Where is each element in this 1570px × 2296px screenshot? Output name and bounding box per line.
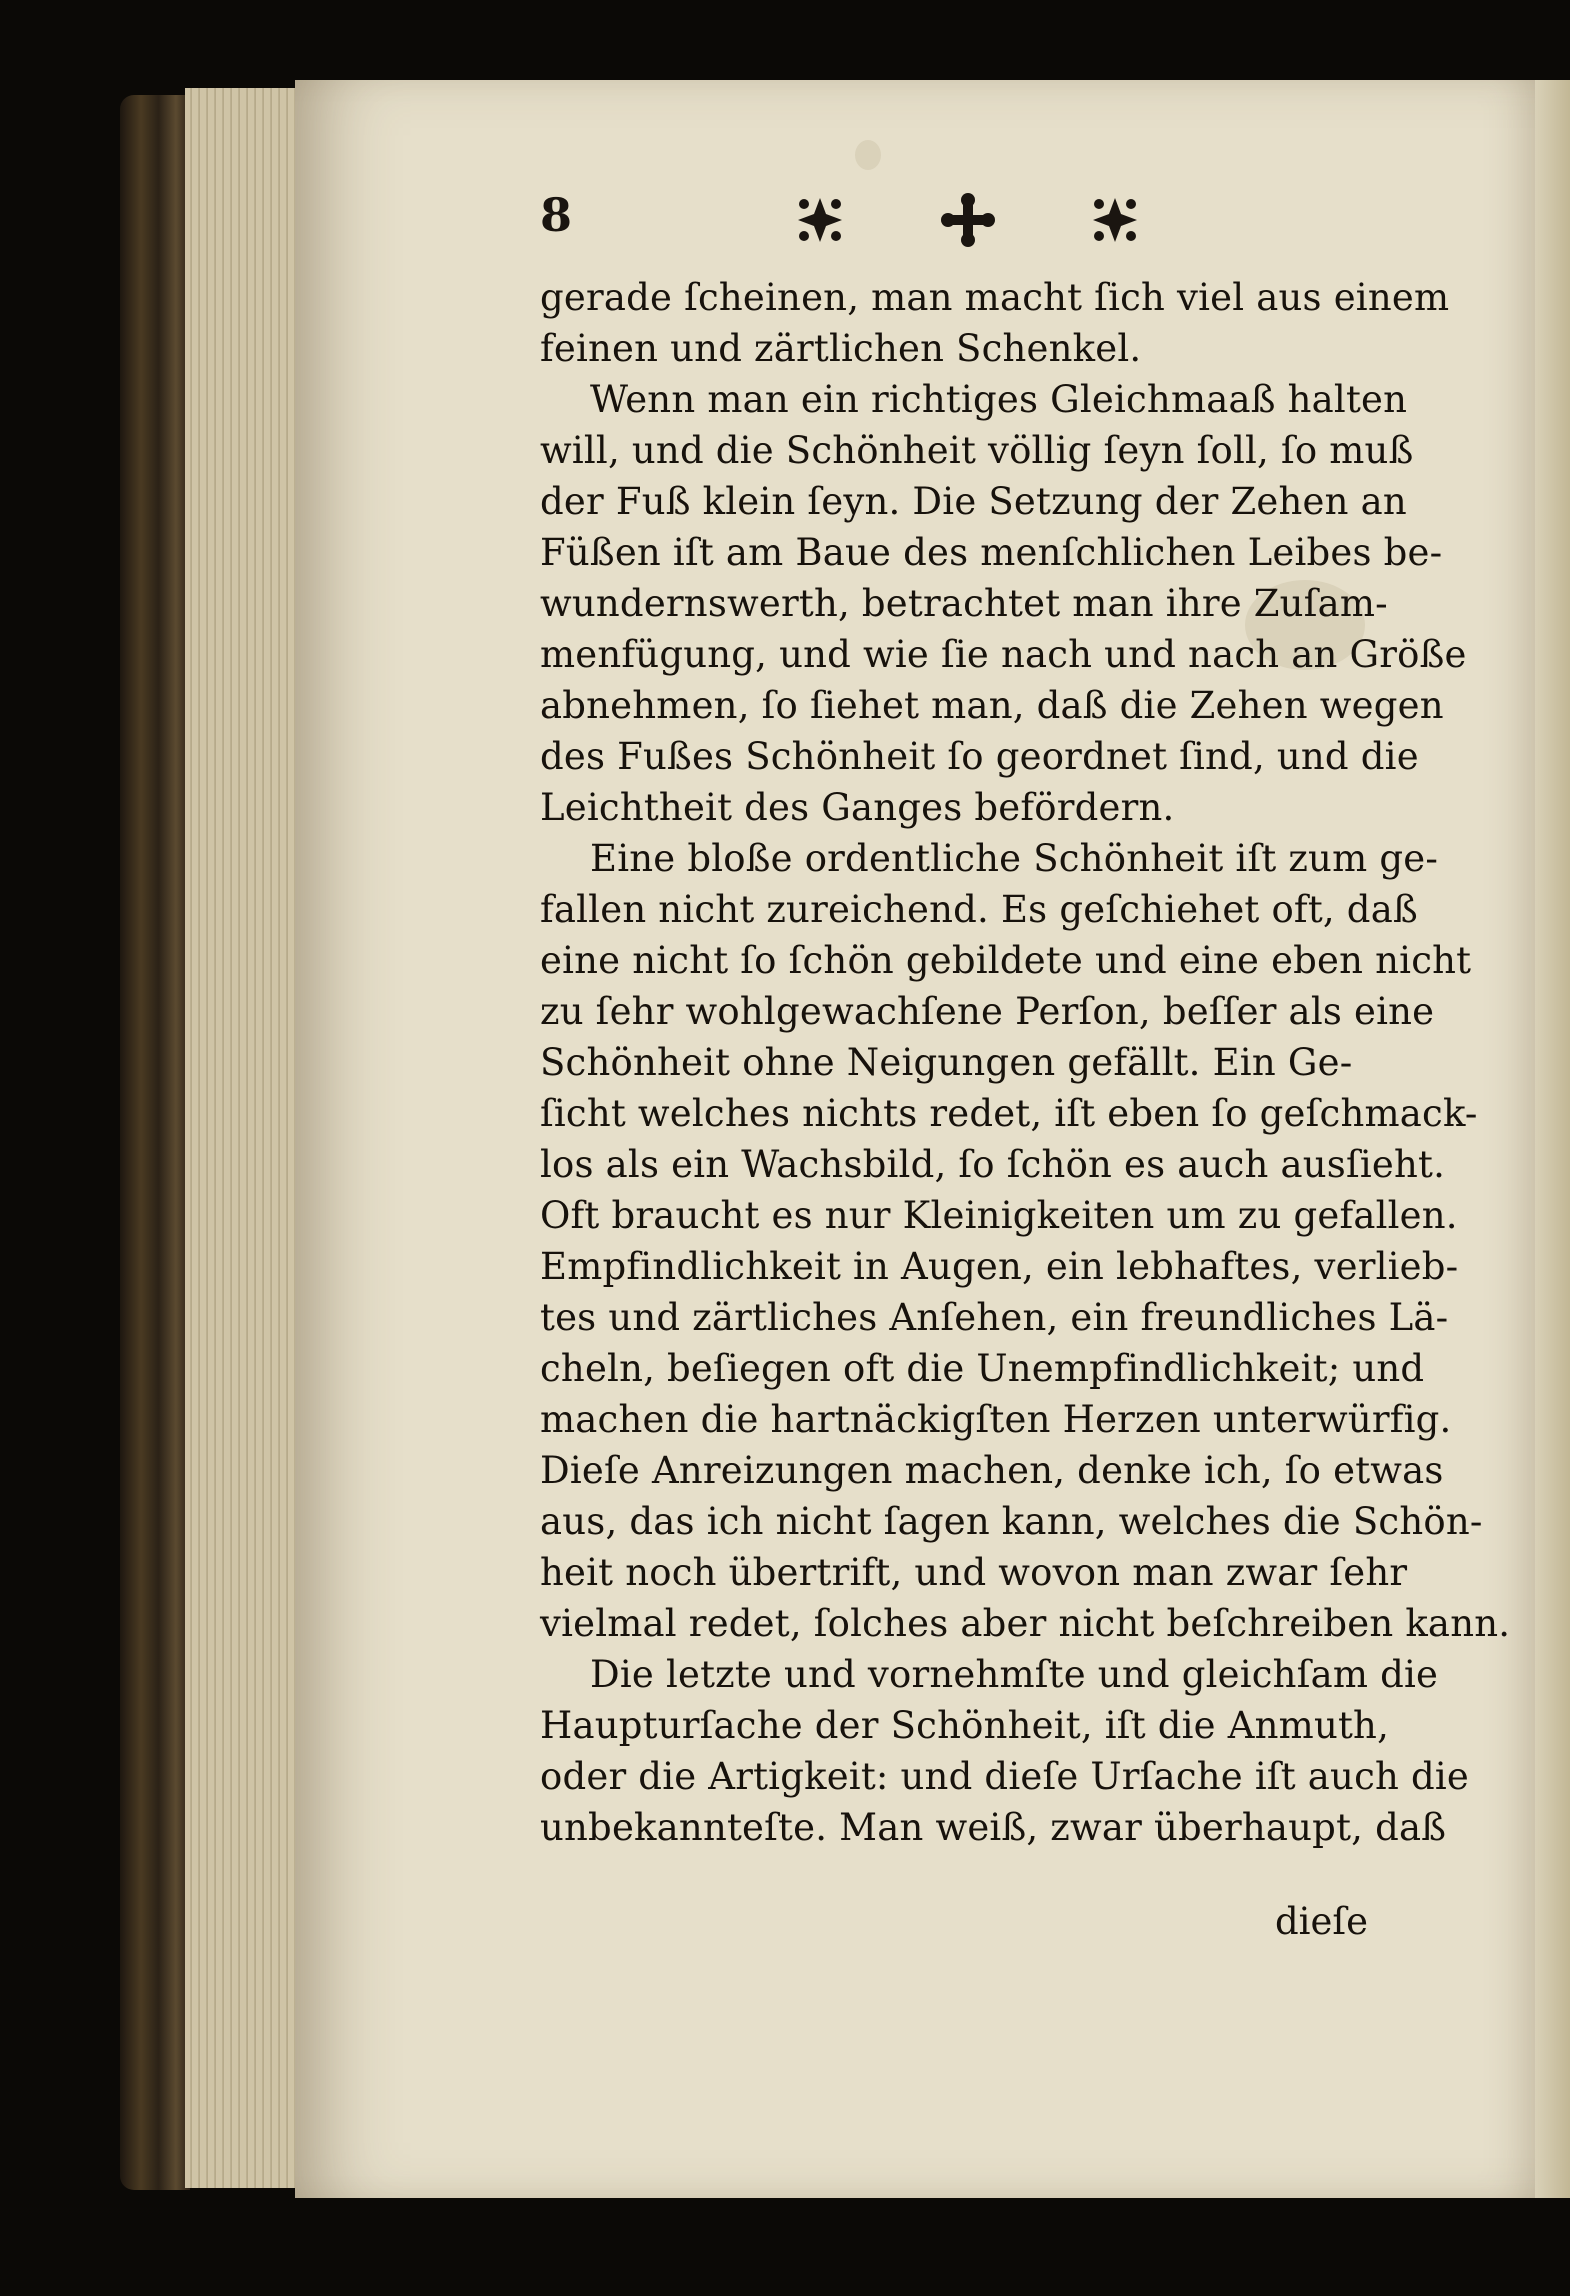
text-line: feinen und zärtlichen Schenkel.: [540, 327, 1142, 370]
page-number: 8: [540, 188, 573, 242]
catchword: dieſe: [1275, 1900, 1369, 1943]
text-line: vielmal redet, ſolches aber nicht beſchreiben kann.: [540, 1602, 1511, 1645]
text-line: Haupturſache der Schönheit, iſt die Anmuth,: [540, 1704, 1390, 1747]
text-line: des Fußes Schönheit ſo geordnet ſind, und die: [540, 735, 1419, 778]
page-edges: [185, 88, 300, 2188]
text-line: fallen nicht zureichend. Es geſchiehet oft, daß: [540, 888, 1418, 931]
text-line: Die letzte und vornehmſte und gleichſam die: [590, 1653, 1439, 1696]
text-line: ſicht welches nichts redet, iſt eben ſo geſchmack-: [540, 1092, 1478, 1135]
text-line: aus, das ich nicht ſagen kann, welches die Schön-: [540, 1500, 1483, 1543]
text-line: Wenn man ein richtiges Gleichmaaß halten: [590, 378, 1408, 421]
text-line: cheln, beſiegen oft die Unempfindlichkeit; und: [540, 1347, 1425, 1390]
book-spine: [120, 95, 190, 2190]
text-line: eine nicht ſo ſchön gebildete und eine eben nicht: [540, 939, 1472, 982]
ornament-center-icon: [938, 190, 998, 250]
text-line: zu ſehr wohlgewachſene Perſon, beſſer als eine: [540, 990, 1435, 1033]
text-line: Eine bloße ordentliche Schönheit iſt zum ge-: [590, 837, 1439, 880]
page-header: [540, 188, 1140, 258]
text-line: Dieſe Anreizungen machen, denke ich, ſo etwas: [540, 1449, 1444, 1492]
text-line: los als ein Wachsbild, ſo ſchön es auch ausſieht.: [540, 1143, 1446, 1186]
text-line: tes und zärtliches Anſehen, ein freundliches Lä-: [540, 1296, 1449, 1339]
text-line: Oft braucht es nur Kleinigkeiten um zu gefallen.: [540, 1194, 1458, 1237]
text-line: abnehmen, ſo ſiehet man, daß die Zehen wegen: [540, 684, 1444, 727]
facing-page-edge: [1535, 80, 1570, 2198]
text-line: wundernswerth, betrachtet man ihre Zuſam-: [540, 582, 1388, 625]
text-line: oder die Artigkeit: und dieſe Urſache iſt auch die: [540, 1755, 1470, 1798]
text-line: Leichtheit des Ganges befördern.: [540, 786, 1175, 829]
text-line: machen die hartnäckigſten Herzen unterwürfig.: [540, 1398, 1452, 1441]
text-line: Empfindlichkeit in Augen, ein lebhaftes, verlieb-: [540, 1245, 1459, 1288]
text-line: Füßen iſt am Baue des menſchlichen Leibes be-: [540, 531, 1443, 574]
text-line: unbekannteſte. Man weiß, zwar überhaupt, daß: [540, 1806, 1447, 1849]
text-line: der Fuß klein ſeyn. Die Setzung der Zehen an: [540, 480, 1407, 523]
ornament-right-icon: [1085, 190, 1145, 250]
text-line: Schönheit ohne Neigungen gefällt. Ein Ge-: [540, 1041, 1353, 1084]
paper-stain: [855, 140, 881, 170]
text-line: menfügung, und wie ſie nach und nach an Größe: [540, 633, 1467, 676]
text-line: will, und die Schönheit völlig ſeyn ſoll, ſo muß: [540, 429, 1414, 472]
text-line: gerade ſcheinen, man macht ſich viel aus einem: [540, 276, 1450, 319]
text-line: heit noch übertrift, und wovon man zwar ſehr: [540, 1551, 1408, 1594]
ornament-left-icon: [790, 190, 850, 250]
body-text: [540, 272, 1511, 1853]
